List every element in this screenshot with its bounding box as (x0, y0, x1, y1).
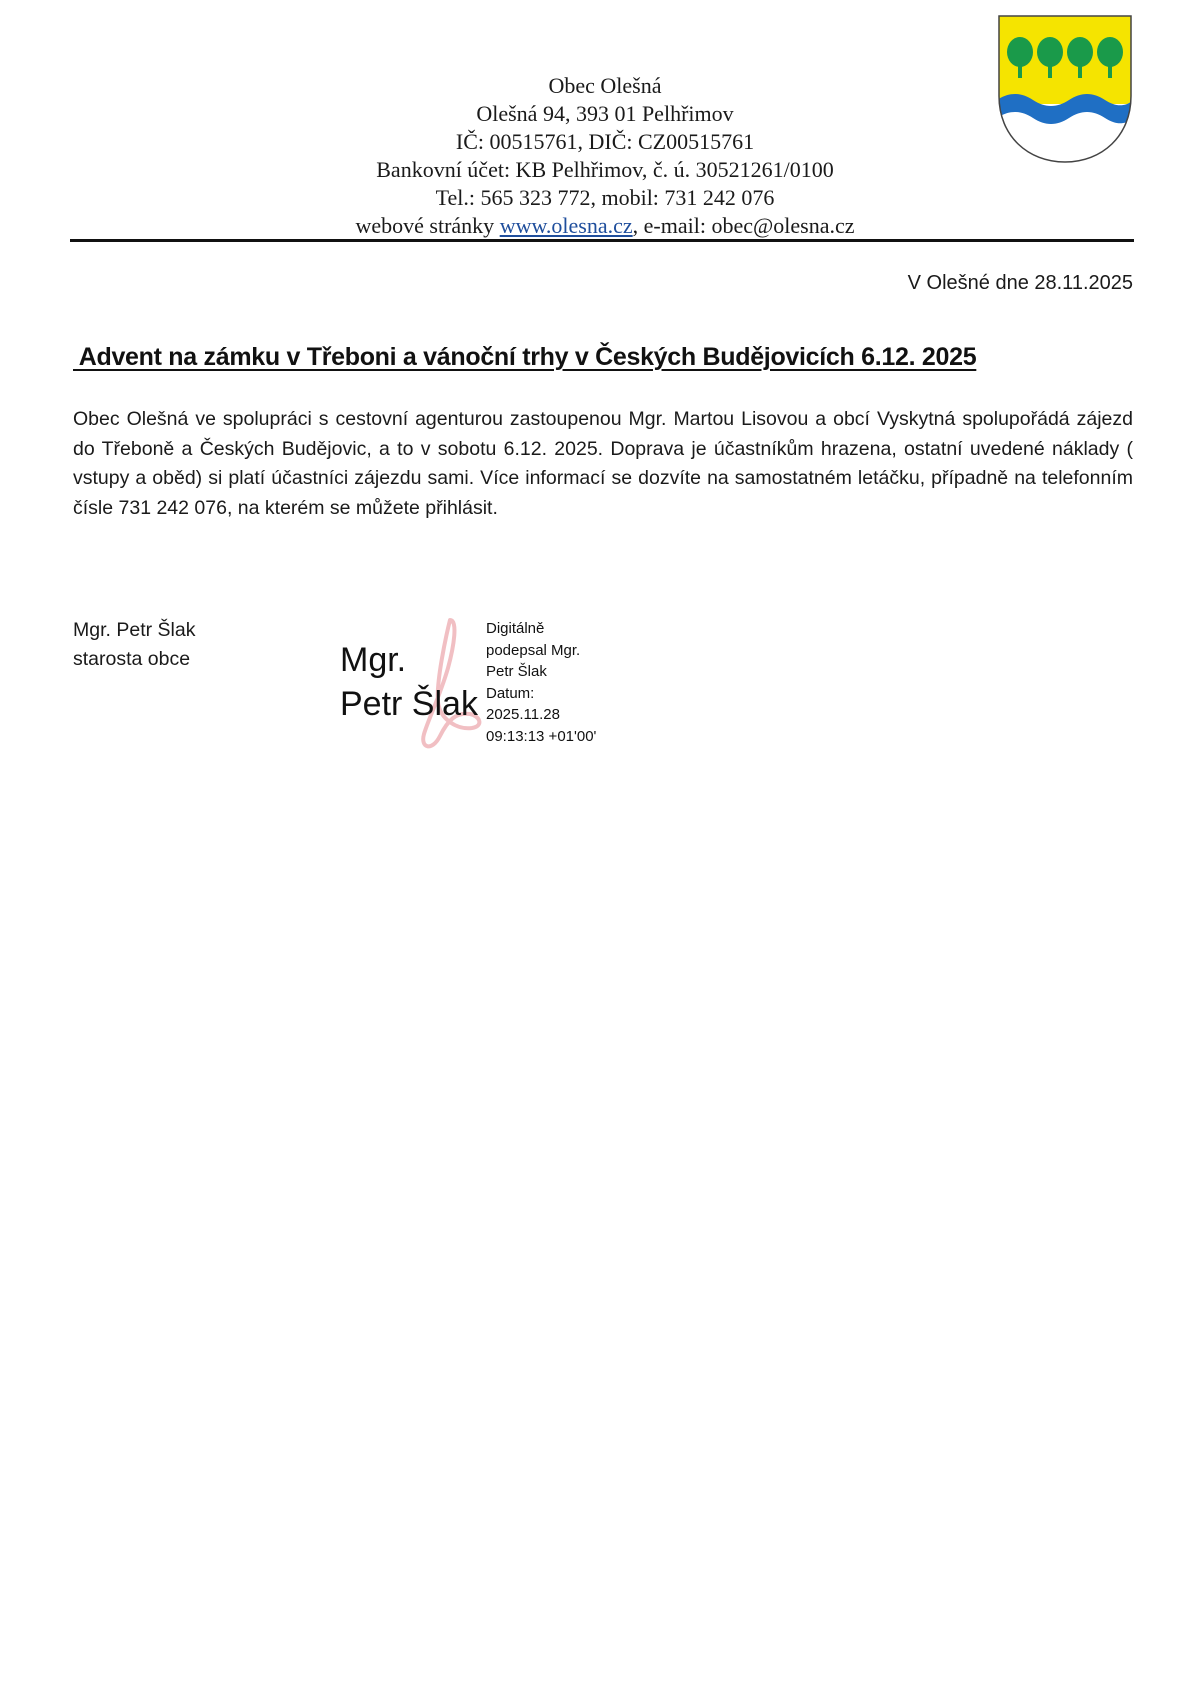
website-link[interactable]: www.olesna.cz (499, 213, 633, 238)
signature-name-line1: Mgr. (340, 641, 407, 679)
signature-detail-line: podepsal Mgr. (486, 641, 581, 659)
bank-account: Bankovní účet: KB Pelhřimov, č. ú. 30521261/0100 (376, 157, 834, 182)
municipality-name: Obec Olešná (548, 73, 662, 98)
web-and-email (300, 212, 910, 240)
signer-role: starosta obce (73, 648, 191, 670)
signature-detail-line: Petr Šlak (486, 663, 547, 680)
tax-ids: IČ: 00515761, DIČ: CZ00515761 (455, 129, 755, 154)
signer-block (73, 616, 195, 674)
header-divider (70, 239, 1134, 242)
signature-details (486, 618, 596, 747)
document-title: Advent na zámku v Třeboni a vánoční trhy v Českých Budějovicích 6.12. 2025 (73, 343, 977, 371)
signature-detail-line: Digitálně (486, 620, 545, 637)
letterhead (300, 72, 910, 240)
email-text: , e-mail: obec@olesna.cz (632, 213, 855, 238)
digital-signature[interactable] (340, 616, 640, 756)
signature-name (340, 638, 478, 726)
signature-date: 2025.11.28 (486, 706, 560, 723)
phone-numbers: Tel.: 565 323 772, mobil: 731 242 076 (435, 185, 775, 210)
signature-time: 09:13:13 +01'00' (486, 727, 597, 745)
signature-detail-line: Datum: (486, 684, 535, 702)
document-body: Obec Olešná ve spolupráci s cestovní agenturou zastoupenou Mgr. Martou Lisovou a obcí Vyskytná spolupořádá zájezd do Třeboně a Českých Budějovic, a to v sobotu 6.12. 2025. Doprava je účastníkům hrazena, ostatní uvedené náklady ( vstupy a oběd) si platí účastníci zájezdu sami. Více informací se dozvíte na samostatném letáčku, případně na telefonním čísle 731 242 076, na kterém se můžete přihlásit. (73, 408, 1133, 519)
signer-name: Mgr. Petr Šlak (73, 619, 196, 641)
signature-name-line2: Petr Šlak (340, 685, 478, 723)
municipality-address: Olešná 94, 393 01 Pelhřimov (476, 101, 734, 126)
coat-of-arms-icon (997, 14, 1133, 164)
web-label: webové stránky (355, 213, 500, 238)
document-date: V Olešné dne 28.11.2025 (907, 272, 1133, 294)
